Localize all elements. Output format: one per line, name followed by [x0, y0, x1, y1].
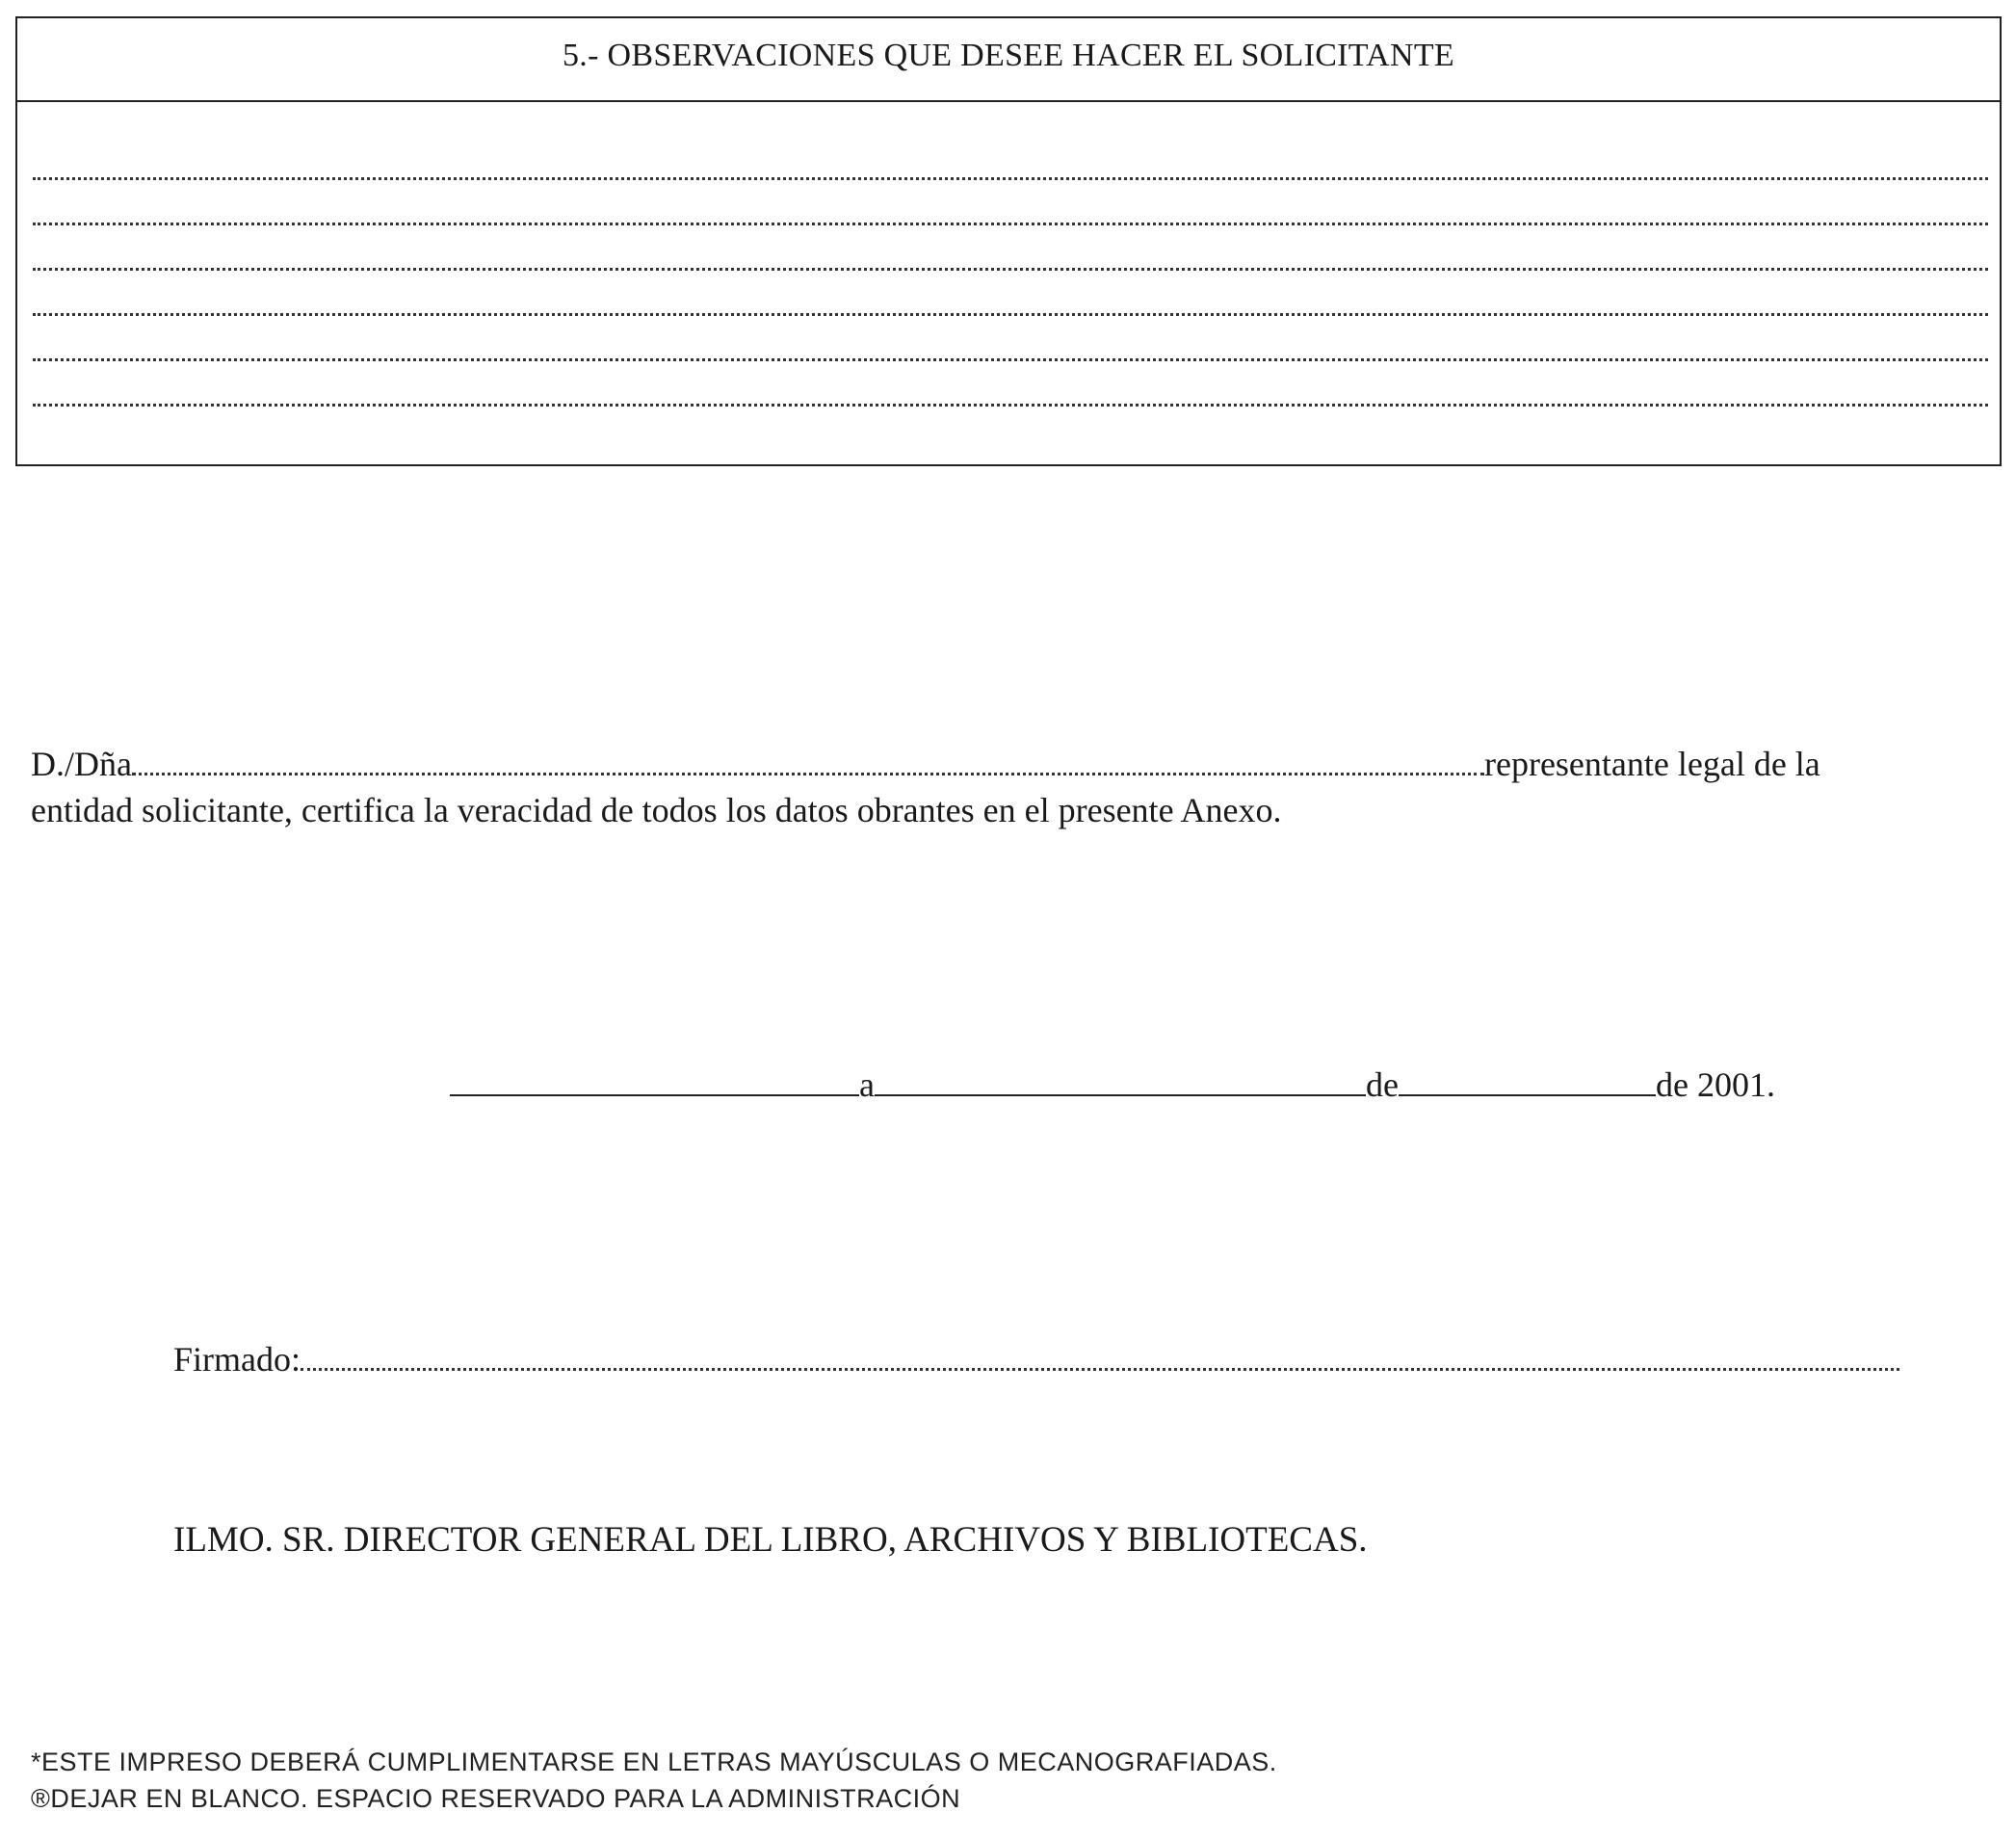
signature-line: [173, 1338, 1899, 1380]
place-field[interactable]: [450, 1087, 859, 1096]
observation-line-6[interactable]: [33, 404, 1988, 407]
declaration-suffix: representante legal de la: [1483, 745, 1820, 783]
date-year-label: de 2001.: [1655, 1065, 1775, 1104]
date-a-label: a: [859, 1065, 875, 1104]
date-de-label: de: [1365, 1065, 1399, 1104]
declaration-line-2: entidad solicitante, certifica la veracidad de todos los datos obrantes en el presente Anexo.: [31, 791, 1282, 829]
observations-title: 5.- OBSERVACIONES QUE DESEE HACER EL SOLICITANTE: [17, 18, 2000, 102]
declaration-line-1: [31, 743, 1820, 785]
month-field[interactable]: [1399, 1087, 1656, 1096]
observation-line-2[interactable]: [33, 223, 1988, 225]
signature-field[interactable]: [301, 1360, 1899, 1371]
signature-label: Firmado:: [173, 1340, 301, 1379]
observation-line-5[interactable]: [33, 358, 1988, 361]
addressee: ILMO. SR. DIRECTOR GENERAL DEL LIBRO, ARCHIVOS Y BIBLIOTECAS.: [173, 1520, 1368, 1560]
observation-line-4[interactable]: [33, 313, 1988, 316]
observations-section: [15, 16, 2002, 466]
declaration-prefix: D./Dña: [31, 745, 132, 783]
footnote-uppercase: *ESTE IMPRESO DEBERÁ CUMPLIMENTARSE EN LETRAS MAYÚSCULAS O MECANOGRAFIADAS.: [31, 1747, 1277, 1776]
observation-line-1[interactable]: [33, 177, 1988, 180]
date-line: [450, 1064, 1775, 1106]
representative-name-field[interactable]: [132, 765, 1484, 775]
day-field[interactable]: [875, 1087, 1366, 1096]
observation-line-3[interactable]: [33, 268, 1988, 271]
footnote-reserved: ®DEJAR EN BLANCO. ESPACIO RESERVADO PARA LA ADMINISTRACIÓN: [31, 1784, 961, 1813]
